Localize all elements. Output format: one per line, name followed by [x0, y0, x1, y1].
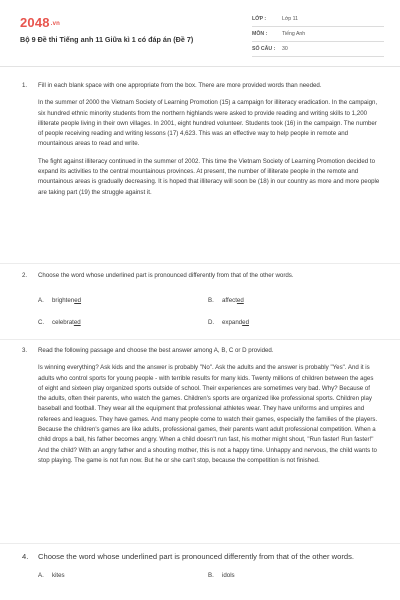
answer-options [38, 290, 380, 334]
meta-row-count [252, 42, 384, 57]
document-meta [252, 12, 384, 57]
question-number: 2. [22, 272, 28, 279]
question-number: 4. [22, 552, 29, 561]
question-divider [0, 339, 400, 340]
meta-row-subject [252, 27, 384, 42]
passage-paragraph: In the summer of 2000 the Vietnam Society of Learning Promotion (15) a campaign for illiteracy eradication. In the campaign, six hundred ethnic minority students from the northern highlands were asked to provide reading and writing skills to 1,200 illiterate people living in their own villages. In 2001, eight hundred volunteer. Students took (16) in the campaign. The number of people receiving reading and writing lessons (17) 4,623. This was an effective way to help people in remote and mountainous areas to read and write. [38, 99, 378, 148]
question-1 [22, 81, 380, 198]
question-2 [22, 271, 380, 334]
logo-text: 2048 [20, 15, 50, 30]
question-stem: Choose the word whose underlined part is pronounced differently from that of the other words. [38, 272, 294, 279]
option-a[interactable]: A. brightened [38, 297, 82, 305]
question-number: 1. [22, 82, 28, 89]
meta-value: Tiếng Anh [282, 31, 306, 37]
question-4 [22, 551, 380, 583]
question-divider [0, 543, 400, 544]
question-stem: Read the following passage and choose the best answer among A, B, C or D provided. [38, 347, 274, 354]
header-divider [0, 66, 400, 67]
question-number: 3. [22, 347, 28, 354]
passage-paragraph: The fight against illiteracy continued in the summer of 2002. This time the Vietnam Society of Learning Promotion decided to expand its activities to the central mountainous provinces. At present, the number of illiterate people in the remote and mountainous areas is gradually decreasing. It is hoped that illiteracy will soon be (18) in our country as more and more people are taking part (19) the struggle against it. [38, 157, 380, 196]
meta-value: Lớp 11 [282, 16, 298, 22]
meta-key: MÔN : [252, 31, 268, 37]
option-d[interactable]: D. expanded [208, 319, 249, 327]
meta-key: LỚP : [252, 16, 267, 22]
passage-paragraph: Is winning everything? Ask kids and the answer is probably "No". Ask the adults and the answer is probably "Yes". And it is adults who control sports for young people - with terrible results for many kids. Twenty millions of children between the ages of eight and sixteen play organized sports outside of school. Their experiences are sometimes very bad. Why? Because of the adults, often their parents, who watch the games. Children's sports are organized like professional sports. Children play baseball and football. They wear all the equipment that professional athletes wear. They have uniforms and umpires and referees and leagues. They have games. And many people come to watch their games, especially the families of the players. Because the children's games are like adults, professional games, their parents want adult professional competition. When a child drops a ball, his father becomes angry. When a child doesn't run fast, his mother might shout, "Run faster! Run faster!" And the child? With an angry father and a shouting mother, this is not a happy time. Unhappy and nervous, the child wants to stop playing. The game is not fun now. But he or she can't stop, because the competition is not finished. [38, 364, 378, 464]
question-3 [22, 346, 380, 466]
question-divider [0, 263, 400, 264]
site-logo[interactable] [20, 15, 60, 30]
question-stem: Fill in each blank space with one appropriate from the box. There are more provided words than needed. [38, 82, 322, 89]
answer-options [38, 569, 380, 583]
option-a[interactable]: A. kites [38, 572, 65, 579]
meta-value: 30 [282, 46, 288, 52]
logo-suffix: .vn [50, 21, 61, 27]
option-b[interactable]: B. affected [208, 297, 244, 305]
page-header [0, 0, 400, 66]
document-title: Bộ 9 Đề thi Tiếng anh 11 Giữa kì 1 có đáp án (Đề 7) [20, 35, 194, 44]
option-b[interactable]: B. idols [208, 572, 235, 579]
question-stem: Choose the word whose underlined part is pronounced differently from that of the other words. [38, 552, 355, 561]
meta-row-class [252, 12, 384, 27]
option-c[interactable]: C. celebrated [38, 319, 81, 327]
meta-key: SỐ CÂU : [252, 46, 276, 52]
